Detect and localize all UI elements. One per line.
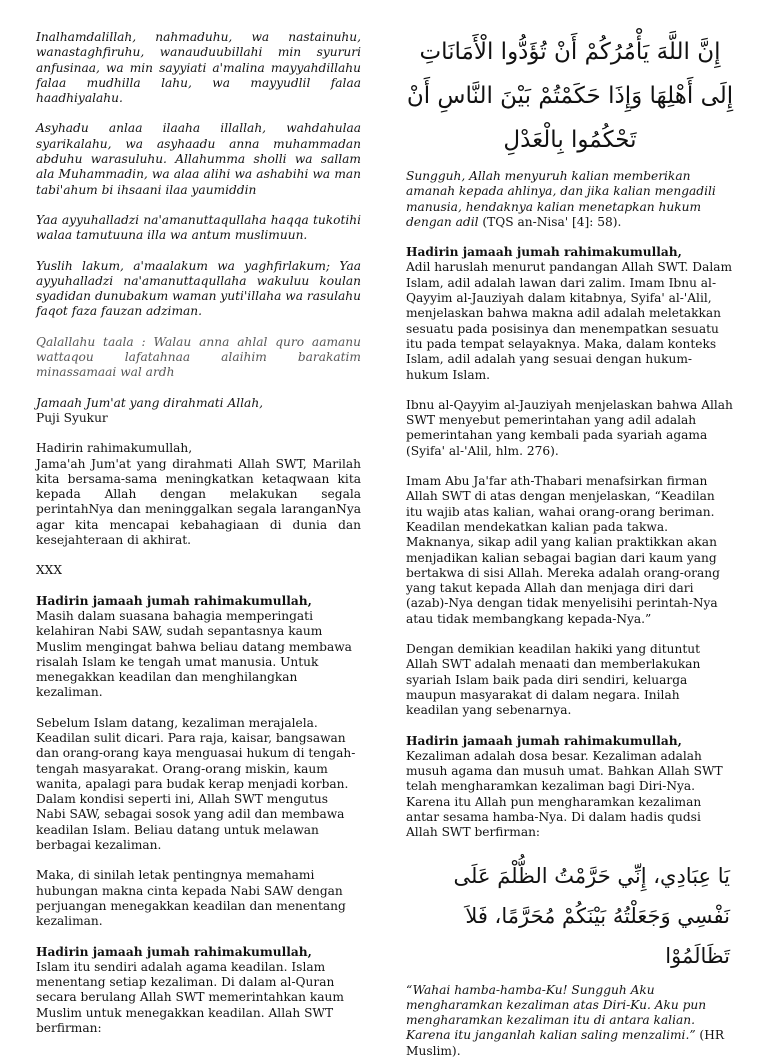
verse-translation-text: Sungguh, Allah menyuruh kalian memberikan amanah kepada ahlinya, dan jika kalian mengadili manusia, hendaknya kalian menetapkan hukum dengan adil: [406, 169, 716, 229]
taqwa-paragraph: Jama'ah Jum'at yang dirahmati Allah SWT, Marilah kita bersama-sama meningkatkan ketaqwaan kita kepada Allah dengan melakukan segala perintahNya dan meninggalkan segala laranganNya agar kita mencapai kebahagiaan di dunia dan kesejahteraan di akhirat.: [36, 456, 361, 548]
left-column: [36, 30, 361, 1036]
yuslih-paragraph: Yuslih lakum, a'maalakum wa yaghfirlakum; Yaa ayyuhalladzi na'amanuttaqullaha wakuluu koulan syadidan dunubakum waman yuti'illaha wa rasulahu faqot faza fauzan adziman.: [36, 258, 361, 319]
body-paragraph-8: Imam Abu Ja'far ath-Thabari menafsirkan firman Allah SWT di atas dengan menjelaskan, “Keadilan itu wajib atas kalian, wahai orang-orang beriman. Keadilan mendekatkan kalian pada takwa. Maknanya, sikap adil yang kalian praktikkan akan menjadikan kalian sebagai bagian dari kaum yang bertakwa di sisi Allah. Mereka adalah orang-orang yang takut kepada Allah dan menjaga diri dari (azab)-Nya dengan tidak menyelisihi perintah-Nya atau tidak membangkang kepada-Nya.”: [406, 474, 720, 626]
section-heading-1: Hadirin jamaah jumah rahimakumullah,: [36, 593, 312, 608]
arabic-verse-nisa-58: إِنَّ اللَّهَ يَأْمُرُكُمْ أَنْ تُؤَدُّوا الْأَمَانَاتِ إِلَى أَهْلِهَا وَإِذَا حَكَمْتُمْ بَيْنَ النَّاسِ أَنْ تَحْكُمُوا بِالْعَدْلِ: [406, 39, 734, 153]
hadith-citation: (HR Muslim).: [406, 1028, 724, 1058]
body-paragraph-1: Masih dalam suasana bahagia memperingati kelahiran Nabi SAW, sudah sepantasnya kaum Muslim mengingat bahwa beliau datang membawa risalah Islam ke tengah umat manusia. Untuk menegakkan keadilan dan menghilangkan kezaliman.: [36, 608, 352, 700]
body-paragraph-5: Islam itu sendiri adalah agama keadilan. Islam menentang setiap kezaliman. Di dalam al-Quran secara berulang Allah SWT memerintahkan kaum Muslim untuk menegakkan keadilan. Allah SWT berfirman:: [36, 959, 344, 1036]
body-paragraph-9: Dengan demikian keadilan hakiki yang dituntut Allah SWT adalah menaati dan memberlakukan syariah Islam baik pada diri sendiri, keluarga maupun masyarakat di dalam negara. Inilah keadilan yang sebenarnya.: [406, 642, 701, 718]
right-column: [406, 30, 734, 1059]
body-paragraph-4: Maka, di sinilah letak pentingnya memahami hubungan makna cinta kepada Nabi SAW dengan perjuangan menegakkan keadilan dan menentang kezaliman.: [36, 868, 346, 929]
jamaah-greeting: Jamaah Jum'at yang dirahmati Allah,: [36, 395, 264, 410]
puji-syukur-heading: Puji Syukur: [36, 410, 108, 425]
body-paragraph-2: Sebelum Islam datang, kezaliman merajalela. Keadilan sulit dicari. Para raja, kaisar, bangsawan dan orang-orang kaya menguasai hukum di tengah-tengah masyarakat. Orang-orang miskin, kaum wanita, apalagi para budak kerap menjadi korban.: [36, 715, 356, 791]
body-paragraph-6: Adil haruslah menurut pandangan Allah SWT. Dalam Islam, adil adalah lawan dari zalim. Imam Ibnu al-Qayyim al-Jauziyah dalam kitabnya, Syifa' al-'Alil, menjelaskan bahwa makna adil adalah meletakkan sesuatu pada posisinya dan menempatkan sesuatu itu pada tempat selayaknya. Maka, dalam konteks Islam, adil adalah yang sesuai dengan hukum-hukum Islam.: [406, 260, 733, 382]
body-paragraph-7: Ibnu al-Qayyim al-Jauziyah menjelaskan bahwa Allah SWT menyebut pemerintahan yang adil adalah pemerintahan yang kembali pada syariah agama (Syifa' al-'Alil, hlm. 276).: [406, 397, 733, 458]
arabic-hadith-qudsi: يَا عِبَادِي، إِنِّي حَرَّمْتُ الظُّلْمَ عَلَى نَفْسِي وَجَعَلْتُهُ بَيْنَكُمْ مُحَرَّمًا، فَلاَ تَظَالَمُوْا: [453, 863, 730, 968]
section-heading-4: Hadirin jamaah jumah rahimakumullah,: [406, 733, 682, 748]
body-paragraph-3: Dalam kondisi seperti ini, Allah SWT mengutus Nabi SAW, sebagai sosok yang adil dan membawa keadilan Islam. Beliau datang untuk melawan berbagai kezaliman.: [36, 792, 345, 853]
section-separator: XXX: [36, 563, 63, 578]
hadirin-greeting: Hadirin rahimakumullah,: [36, 441, 193, 456]
hadith-translation-text: “Wahai hamba-hamba-Ku! Sungguh Aku mengharamkan kezaliman atas Diri-Ku. Aku pun mengharamkan kezaliman itu di antara kalian. Karena itu janganlah kalian saling menzalimi.”: [406, 982, 707, 1043]
opening-dua: Inalhamdalillah, nahmaduhu, wa nastainuhu, wanastaghfiruhu, wanauduubillahi min syururi anfusinaa, wa min sayyiati a'malina mayyahdillahu falaa mudhilla lahu, wa mayyudlil falaa haadhiyalahu.: [36, 30, 361, 106]
taqwa-verse: Yaa ayyuhalladzi na'amanuttaqullaha haqqa tukotihi walaa tamutuuna illa wa antum muslimuun.: [36, 212, 361, 243]
hadith-translation: [406, 983, 734, 1059]
body-paragraph-10: Kezaliman adalah dosa besar. Kezaliman adalah musuh agama dan musuh umat. Bahkan Allah SWT telah mengharamkan kezaliman bagi Diri-Nya. Karena itu Allah pun mengharamkan kezaliman antar sesama hamba-Nya. Di dalam hadis qudsi Allah SWT berfirman:: [406, 748, 723, 840]
section-heading-3: Hadirin jamaah jumah rahimakumullah,: [406, 245, 682, 260]
verse-citation: (TQS an-Nisa' [4]: 58).: [478, 214, 622, 229]
qalallahu-paragraph: Qalallahu taala : Walau anna ahlal quro aamanu wattaqou lafatahnaa alaihim barakatim minassamaai wal ardh: [36, 334, 361, 380]
syahadat-paragraph: Asyhadu anlaa ilaaha illallah, wahdahulaa syarikalahu, wa asyhaadu anna muhammadan abduhu warasuluhu. Allahumma sholli wa sallam ala Muhammadin, wa alaa alihi wa ashabihi wa man tabi'ahum bi ihsaani ilaa yaumiddin: [36, 121, 361, 197]
verse-translation: [406, 169, 734, 230]
section-heading-2: Hadirin jamaah jumah rahimakumullah,: [36, 944, 312, 959]
